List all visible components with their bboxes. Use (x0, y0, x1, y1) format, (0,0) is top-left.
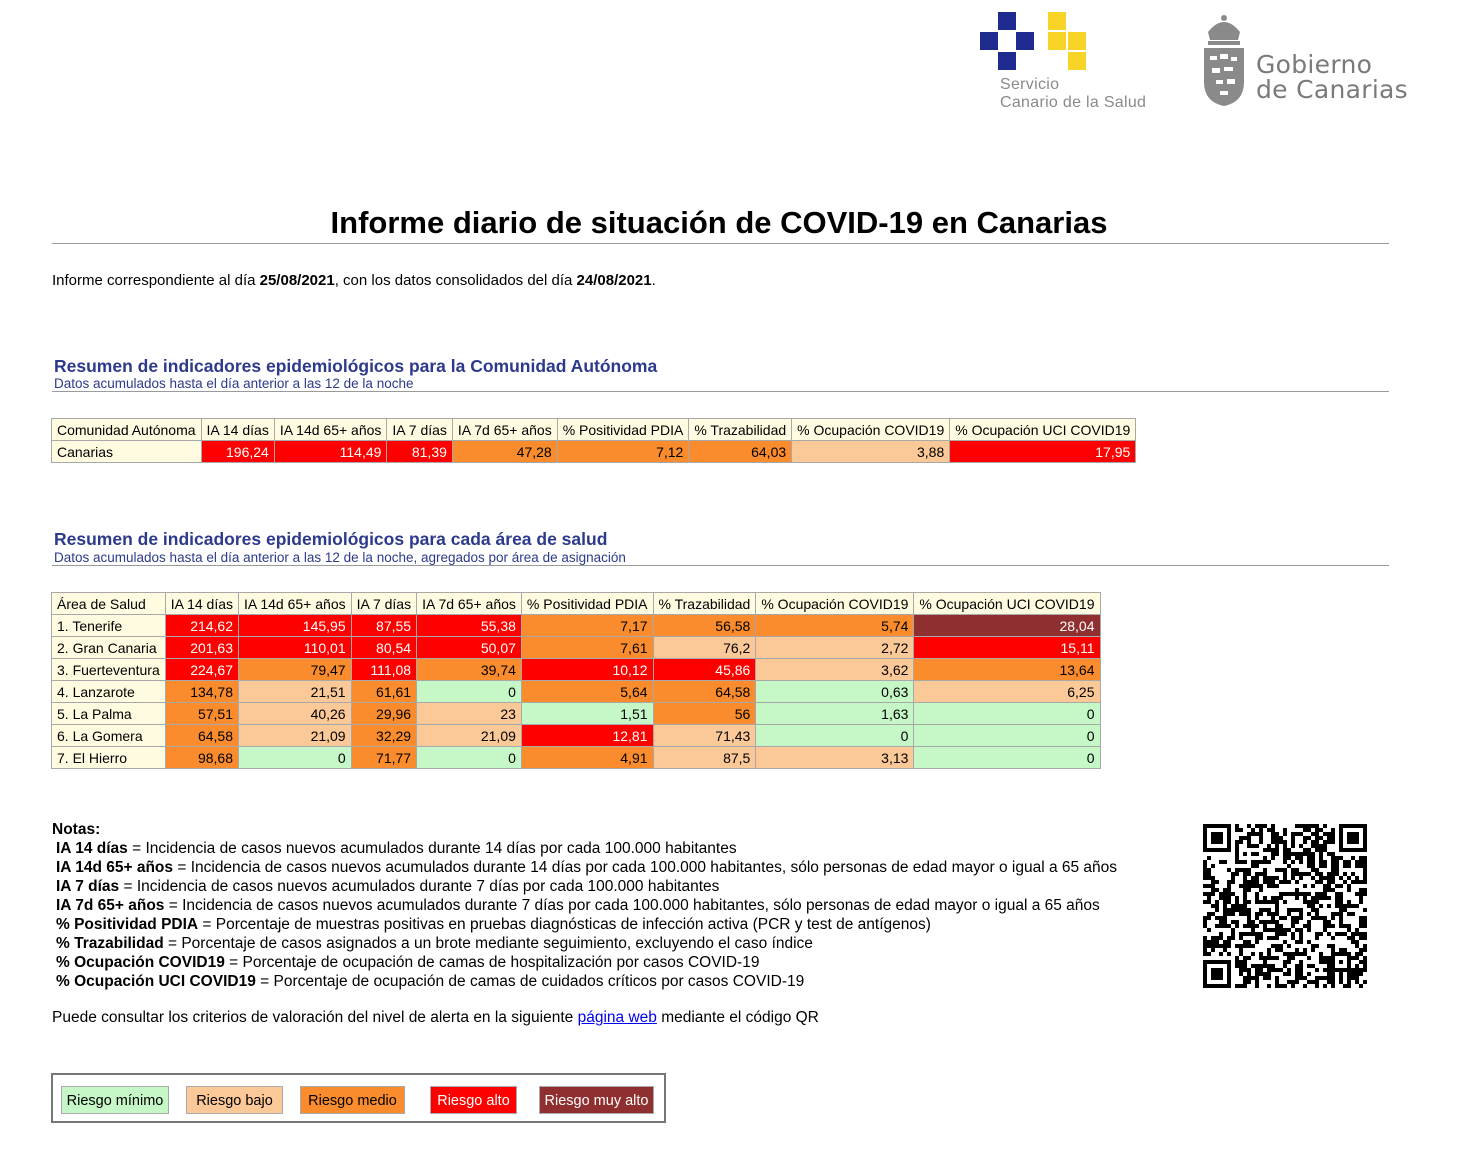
column-header: IA 7d 65+ años (452, 419, 557, 441)
note-term: IA 14d 65+ años (56, 859, 174, 876)
page-title: Informe diario de situación de COVID-19 en Canarias (330, 205, 1108, 240)
notes (52, 820, 1117, 991)
indicator-cell: 111,08 (351, 659, 416, 681)
note-item (52, 972, 1117, 991)
divider (52, 391, 1389, 392)
indicator-cell: 15,11 (914, 637, 1100, 659)
indicator-cell: 2,72 (756, 637, 914, 659)
legend-item-alto: Riesgo alto (430, 1086, 517, 1114)
indicator-cell: 0,63 (756, 681, 914, 703)
note-description: = Incidencia de casos nuevos acumulados durante 7 días por cada 100.000 habitantes (119, 878, 720, 895)
row-label: 2. Gran Canaria (52, 637, 166, 659)
column-header: IA 7d 65+ años (417, 593, 522, 615)
row-label: 1. Tenerife (52, 615, 166, 637)
indicator-cell: 1,51 (521, 703, 653, 725)
logo-text (1000, 76, 1146, 112)
indicator-cell: 71,77 (351, 747, 416, 769)
column-header: IA 7 días (387, 419, 452, 441)
logo-square (998, 52, 1016, 70)
note-item (52, 839, 1117, 858)
indicator-cell: 134,78 (165, 681, 238, 703)
logo-square (980, 32, 998, 50)
indicator-cell: 64,03 (689, 441, 792, 463)
note-term: IA 7 días (56, 878, 120, 895)
column-header: Comunidad Autónoma (52, 419, 202, 441)
indicator-cell: 7,17 (521, 615, 653, 637)
indicator-cell: 28,04 (914, 615, 1100, 637)
row-label: 6. La Gomera (52, 725, 166, 747)
column-header: % Ocupación UCI COVID19 (950, 419, 1136, 441)
table-row (52, 637, 1101, 659)
indicator-cell: 50,07 (417, 637, 522, 659)
table-row (52, 615, 1101, 637)
indicator-cell: 7,12 (557, 441, 689, 463)
report-date-line (52, 272, 656, 289)
column-header: IA 14 días (201, 419, 274, 441)
indicator-cell: 45,86 (653, 659, 756, 681)
data-date: 24/08/2021 (576, 272, 652, 289)
section-subtitle-areas: Datos acumulados hasta el día anterior a las 12 de la noche, agregados por área de asignación (54, 550, 626, 565)
logo-square (1068, 32, 1086, 50)
indicator-cell: 40,26 (239, 703, 352, 725)
column-header: Área de Salud (52, 593, 166, 615)
indicator-cell: 4,91 (521, 747, 653, 769)
note-description: = Incidencia de casos nuevos acumulados durante 14 días por cada 100.000 habitantes (127, 840, 737, 857)
logo-line: Gobierno (1256, 50, 1373, 79)
indicator-cell: 21,09 (239, 725, 352, 747)
indicator-cell: 56,58 (653, 615, 756, 637)
notes-list (52, 839, 1117, 991)
logo-line: de Canarias (1256, 75, 1409, 104)
note-term: % Ocupación UCI COVID19 (56, 973, 256, 990)
note-description: = Porcentaje de ocupación de camas de cuidados críticos por casos COVID-19 (255, 973, 805, 990)
section-subtitle-comunidad: Datos acumulados hasta el día anterior a las 12 de la noche (54, 376, 414, 391)
indicator-cell: 13,64 (914, 659, 1100, 681)
indicator-cell: 201,63 (165, 637, 238, 659)
note-item (52, 896, 1117, 915)
divider (52, 243, 1389, 244)
section-title-comunidad: Resumen de indicadores epidemiológicos para la Comunidad Autónoma (54, 356, 658, 376)
indicator-cell: 17,95 (950, 441, 1136, 463)
indicator-cell: 6,25 (914, 681, 1100, 703)
gobierno-canarias-logo (1198, 12, 1413, 112)
legend-item-min: Riesgo mínimo (61, 1086, 169, 1114)
web-page-link[interactable]: página web (577, 1009, 657, 1026)
indicator-cell: 81,39 (387, 441, 452, 463)
table-header-row (52, 419, 1136, 441)
divider (52, 565, 1389, 566)
logo-text (1256, 52, 1408, 102)
legend-item-muy: Riesgo muy alto (539, 1086, 654, 1114)
note-term: IA 7d 65+ años (56, 897, 165, 914)
indicator-cell: 64,58 (165, 725, 238, 747)
report-date: 25/08/2021 (259, 272, 335, 289)
indicator-cell: 23 (417, 703, 522, 725)
note-description: = Porcentaje de casos asignados a un brote mediante seguimiento, excluyendo el caso índice (163, 935, 813, 952)
indicator-cell: 12,81 (521, 725, 653, 747)
indicator-cell: 79,47 (239, 659, 352, 681)
table-row (52, 725, 1101, 747)
table-row (52, 747, 1101, 769)
indicator-cell: 71,43 (653, 725, 756, 747)
indicator-cell: 5,64 (521, 681, 653, 703)
logo-square (1048, 32, 1066, 50)
comunidad-indicators-table (51, 418, 1136, 463)
consult-prefix: Puede consultar los criterios de valoración del nivel de alerta en la siguiente (52, 1009, 578, 1026)
servicio-canario-salud-logo (978, 12, 1168, 112)
table-header-row (52, 593, 1101, 615)
indicator-cell: 32,29 (351, 725, 416, 747)
note-term: % Ocupación COVID19 (56, 954, 225, 971)
indicator-cell: 21,51 (239, 681, 352, 703)
indicator-cell: 10,12 (521, 659, 653, 681)
table-row (52, 703, 1101, 725)
note-description: = Porcentaje de ocupación de camas de hospitalización por casos COVID-19 (224, 954, 760, 971)
logo-line: Canario de la Salud (1000, 94, 1147, 111)
note-item (52, 915, 1117, 934)
indicator-cell: 57,51 (165, 703, 238, 725)
indicator-cell: 0 (914, 747, 1100, 769)
indicator-cell: 0 (914, 725, 1100, 747)
indicator-cell: 3,88 (792, 441, 950, 463)
indicator-cell: 0 (239, 747, 352, 769)
indicator-cell: 0 (417, 747, 522, 769)
note-term: IA 14 días (56, 840, 128, 857)
column-header: % Ocupación UCI COVID19 (914, 593, 1100, 615)
column-header: % Ocupación COVID19 (756, 593, 914, 615)
indicator-cell: 0 (417, 681, 522, 703)
indicator-cell: 64,58 (653, 681, 756, 703)
indicator-cell: 39,74 (417, 659, 522, 681)
table-row (52, 441, 1136, 463)
risk-legend (51, 1073, 666, 1123)
column-header: IA 14d 65+ años (239, 593, 352, 615)
coat-of-arms-icon (1198, 12, 1250, 108)
indicator-cell: 214,62 (165, 615, 238, 637)
indicator-cell: 145,95 (239, 615, 352, 637)
logo-line: Servicio (1000, 76, 1060, 93)
consult-line (52, 1009, 819, 1027)
row-label: 4. Lanzarote (52, 681, 166, 703)
consult-suffix: mediante el código QR (656, 1009, 819, 1026)
indicator-cell: 224,67 (165, 659, 238, 681)
column-header: IA 7 días (351, 593, 416, 615)
row-label: 5. La Palma (52, 703, 166, 725)
report-suffix: . (651, 272, 656, 289)
logo-square (1016, 32, 1034, 50)
indicator-cell: 3,62 (756, 659, 914, 681)
indicator-cell: 196,24 (201, 441, 274, 463)
table-row (52, 659, 1101, 681)
note-term: % Trazabilidad (56, 935, 164, 952)
note-term: % Positividad PDIA (56, 916, 199, 933)
indicator-cell: 76,2 (653, 637, 756, 659)
column-header: % Trazabilidad (653, 593, 756, 615)
indicator-cell: 110,01 (239, 637, 352, 659)
indicator-cell: 47,28 (452, 441, 557, 463)
column-header: IA 14d 65+ años (274, 419, 387, 441)
logo-square (1048, 12, 1066, 30)
note-description: = Incidencia de casos nuevos acumulados durante 7 días por cada 100.000 habitantes, sólo personas de edad mayor o igual a 65 años (164, 897, 1100, 914)
indicator-cell: 61,61 (351, 681, 416, 703)
indicator-cell: 0 (756, 725, 914, 747)
note-description: = Porcentaje de muestras positivas en pruebas diagnósticas de infección activa (PCR y test de antígenos) (198, 916, 931, 933)
note-description: = Incidencia de casos nuevos acumulados durante 14 días por cada 100.000 habitantes, sólo personas de edad mayor o igual a 65 años (173, 859, 1118, 876)
table-row (52, 681, 1101, 703)
row-label: 3. Fuerteventura (52, 659, 166, 681)
indicator-cell: 3,13 (756, 747, 914, 769)
qr-code-icon[interactable] (1203, 824, 1367, 988)
logo-square (998, 12, 1016, 30)
indicator-cell: 98,68 (165, 747, 238, 769)
legend-item-medio: Riesgo medio (300, 1086, 405, 1114)
indicator-cell: 56 (653, 703, 756, 725)
indicator-cell: 80,54 (351, 637, 416, 659)
column-header: % Positividad PDIA (521, 593, 653, 615)
column-header: % Trazabilidad (689, 419, 792, 441)
indicator-cell: 29,96 (351, 703, 416, 725)
note-item (52, 934, 1117, 953)
column-header: % Ocupación COVID19 (792, 419, 950, 441)
column-header: % Positividad PDIA (557, 419, 689, 441)
indicator-cell: 87,55 (351, 615, 416, 637)
note-item (52, 858, 1117, 877)
indicator-cell: 55,38 (417, 615, 522, 637)
indicator-cell: 114,49 (274, 441, 387, 463)
report-middle: , con los datos consolidados del día (334, 272, 577, 289)
note-item (52, 877, 1117, 896)
note-item (52, 953, 1117, 972)
areas-indicators-table (51, 592, 1101, 769)
column-header: IA 14 días (165, 593, 238, 615)
row-label: Canarias (52, 441, 202, 463)
logo-square (1068, 52, 1086, 70)
notes-title: Notas: (52, 821, 101, 838)
indicator-cell: 1,63 (756, 703, 914, 725)
report-prefix: Informe correspondiente al día (52, 272, 260, 289)
indicator-cell: 87,5 (653, 747, 756, 769)
indicator-cell: 21,09 (417, 725, 522, 747)
indicator-cell: 7,61 (521, 637, 653, 659)
indicator-cell: 0 (914, 703, 1100, 725)
section-title-areas: Resumen de indicadores epidemiológicos para cada área de salud (54, 529, 608, 549)
row-label: 7. El Hierro (52, 747, 166, 769)
legend-item-bajo: Riesgo bajo (186, 1086, 283, 1114)
indicator-cell: 5,74 (756, 615, 914, 637)
